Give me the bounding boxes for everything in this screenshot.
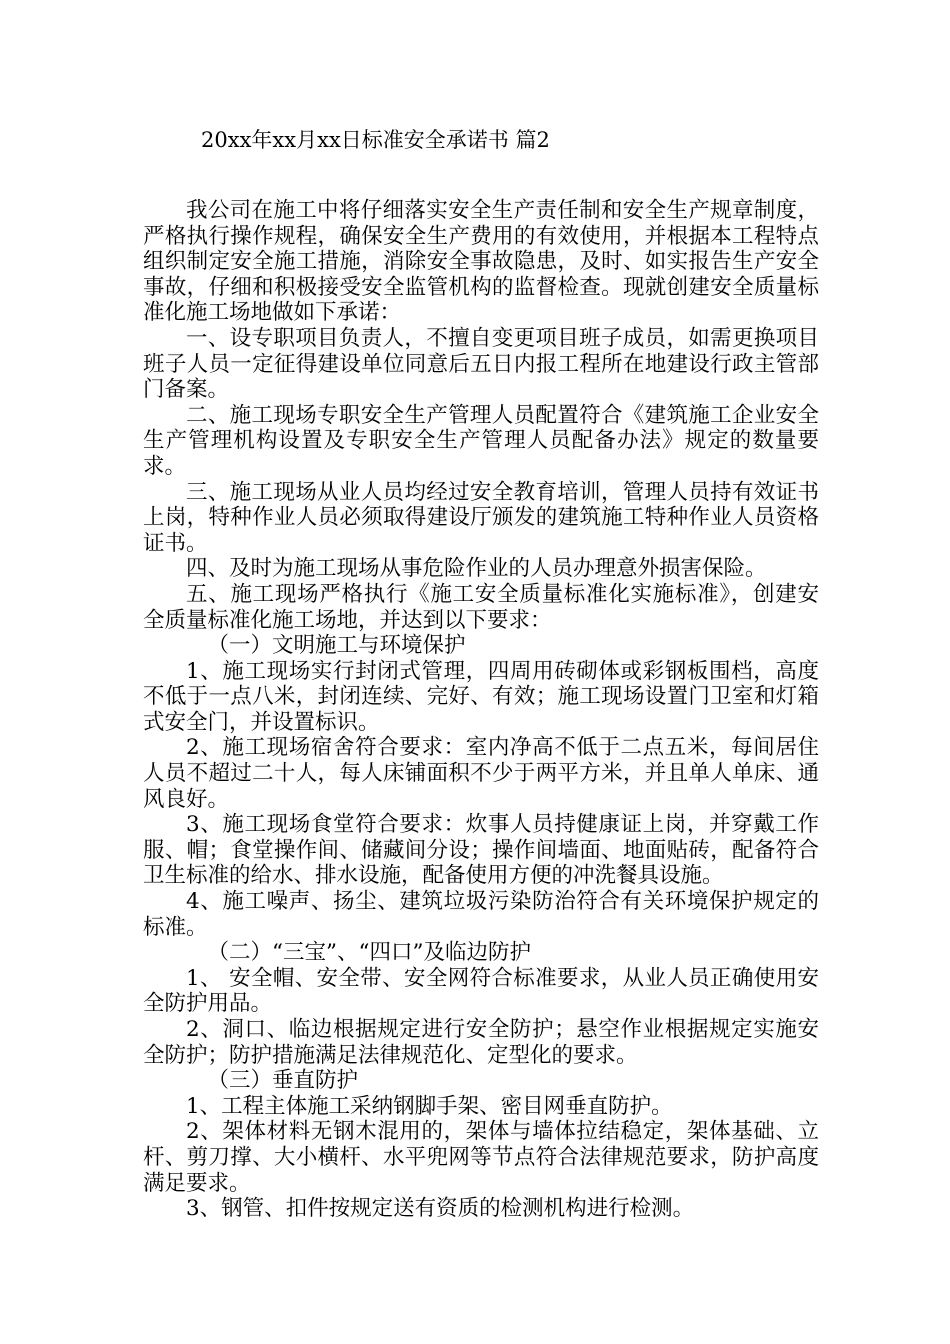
document-body (143, 198, 819, 1222)
body-paragraph: 我公司在施工中将仔细落实安全生产责任制和安全生产规章制度，严格执行操作规程，确保安全生产费用的有效使用，并根据本工程特点组织制定安全施工措施，消除安全事故隐患，及时、如实报告生产安全事故，仔细和积极接受安全监管机构的监督检查。现就创建安全质量标准化施工场地做如下承诺： (143, 198, 819, 326)
body-paragraph: 3、施工现场食堂符合要求：炊事人员持健康证上岗，并穿戴工作服、帽；食堂操作间、储藏间分设；操作间墙面、地面贴砖，配备符合卫生标准的给水、排水设施，配备使用方便的冲洗餐具设施。 (143, 812, 819, 889)
body-paragraph: 1、施工现场实行封闭式管理，四周用砖砌体或彩钢板围档，高度不低于一点八米，封闭连续、完好、有效；施工现场设置门卫室和灯箱式安全门，并设置标识。 (143, 658, 819, 735)
document-title: 20xx年xx月xx日标准安全承诺书 篇2 (201, 128, 550, 152)
body-paragraph: 四、及时为施工现场从事危险作业的人员办理意外损害保险。 (186, 556, 767, 582)
body-paragraph: 1、 安全帽、安全带、安全网符合标准要求，从业人员正确使用安全防护用品。 (143, 965, 819, 1017)
body-paragraph: 2、架体材料无钢木混用的，架体与墙体拉结稳定，架体基础、立杆、剪刀撑、大小横杆、水平兜网等节点符合法律规范要求，防护高度满足要求。 (143, 1119, 819, 1196)
body-paragraph: 一、设专职项目负责人，不擅自变更项目班子成员，如需更换项目班子人员一定征得建设单位同意后五日内报工程所在地建设行政主管部门备案。 (143, 325, 819, 403)
body-paragraph: 三、施工现场从业人员均经过安全教育培训，管理人员持有效证书上岗，特种作业人员必须取得建设厅颁发的建筑施工特种作业人员资格证书。 (143, 479, 819, 556)
body-paragraph: 1、工程主体施工采纳钢脚手架、密目网垂直防护。 (186, 1093, 673, 1119)
section-heading: （一）文明施工与环境保护 (207, 633, 466, 659)
body-paragraph: 4、施工噪声、扬尘、建筑垃圾污染防治符合有关环境保护规定的标准。 (143, 889, 819, 940)
body-paragraph: 2、施工现场宿舍符合要求：室内净高不低于二点五米，每间居住人员不超过二十人，每人床铺面积不少于两平方米，并且单人单床、通风良好。 (143, 735, 819, 812)
body-paragraph: 二、施工现场专职安全生产管理人员配置符合《建筑施工企业安全生产管理机构设置及专职安全生产管理人员配备办法》规定的数量要求。 (143, 402, 819, 479)
body-paragraph: 2、洞口、临边根据规定进行安全防护；悬空作业根据规定实施安全防护；防护措施满足法律规范化、定型化的要求。 (143, 1017, 819, 1068)
body-paragraph: 3、钢管、扣件按规定送有资质的检测机构进行检测。 (186, 1196, 695, 1222)
body-paragraph: 五、施工现场严格执行《施工安全质量标准化实施标准》，创建安全质量标准化施工场地，并达到以下要求： (143, 581, 819, 633)
section-heading: （二）“三宝”、“四口”及临边防护 (207, 940, 531, 966)
section-heading: （三）垂直防护 (207, 1068, 359, 1094)
